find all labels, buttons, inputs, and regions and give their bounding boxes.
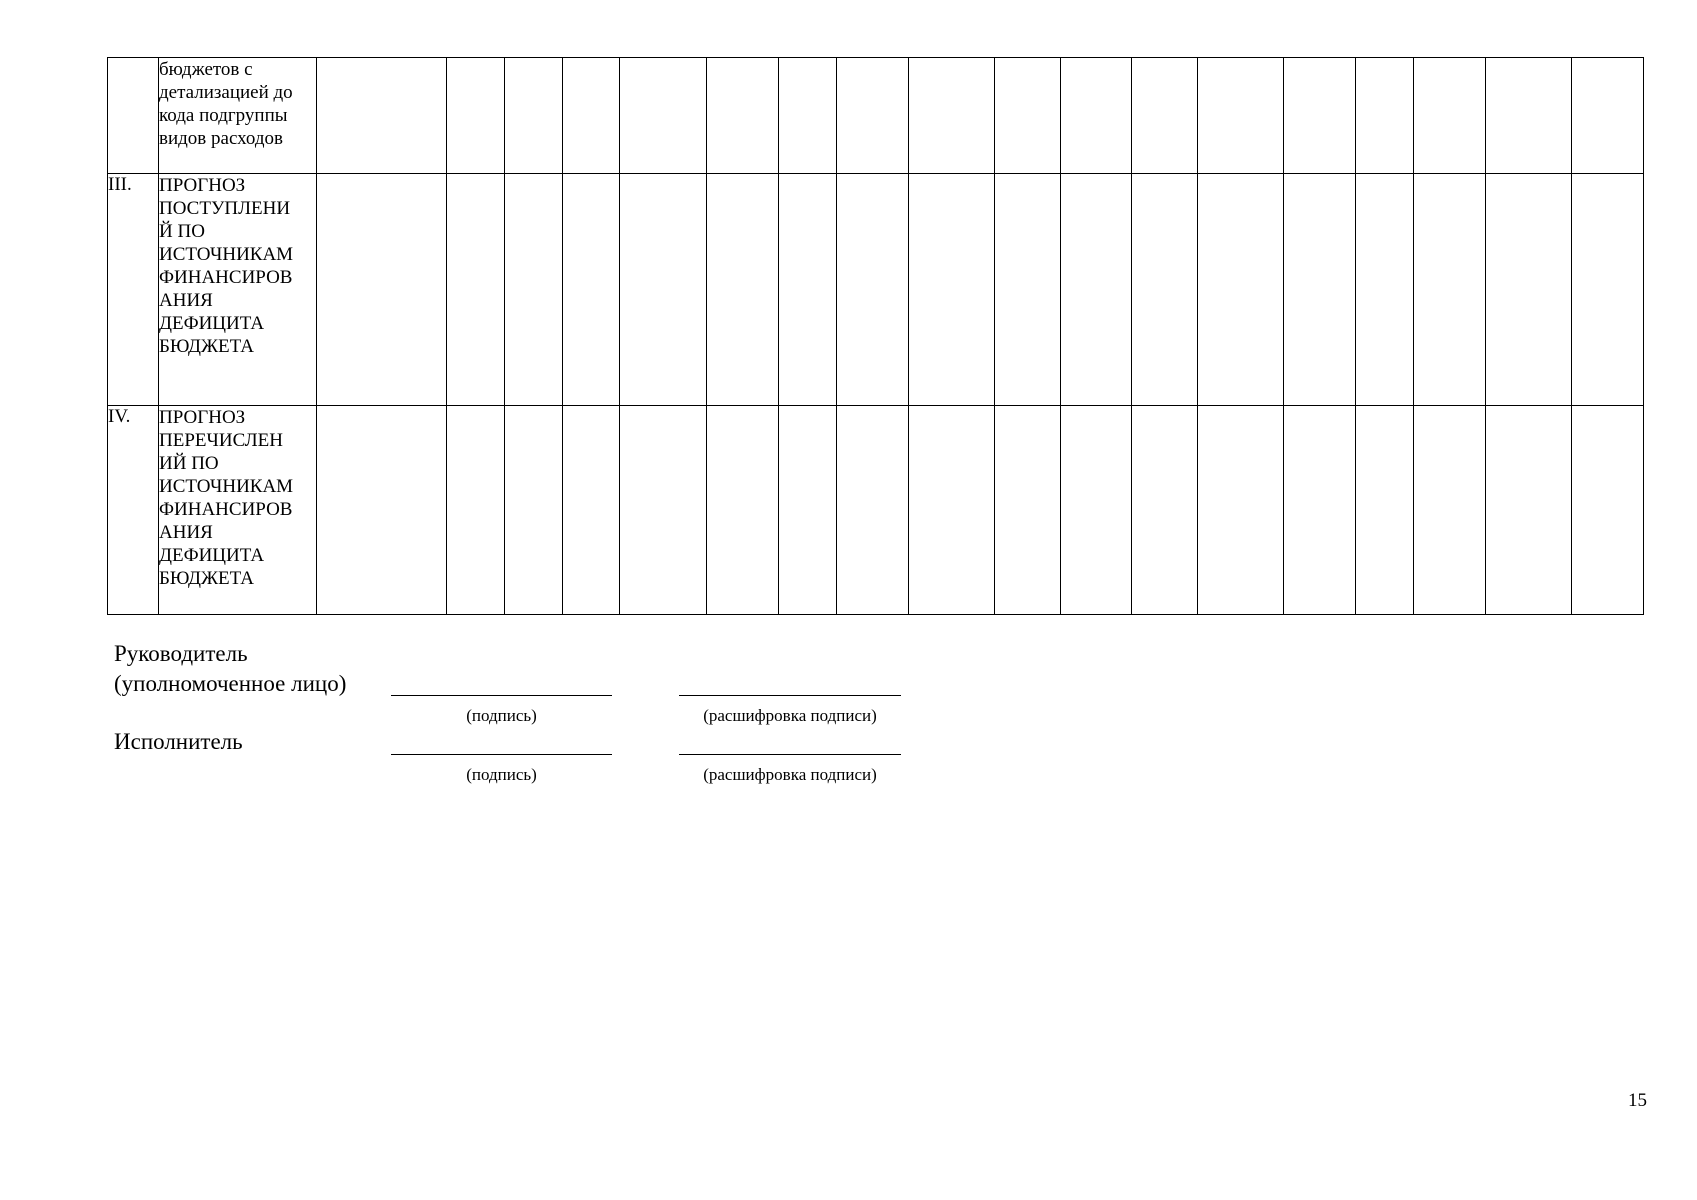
- empty-value-cell: [779, 58, 837, 174]
- empty-value-cell: [1414, 174, 1486, 406]
- empty-value-cell: [995, 58, 1061, 174]
- row-name-line: АНИЯ: [159, 290, 213, 311]
- empty-value-cell: [837, 58, 909, 174]
- table-row: [108, 58, 1644, 174]
- empty-value-cell: [909, 174, 995, 406]
- row-name-line: ПРОГНОЗ: [159, 407, 246, 428]
- row-number-cell: III.: [108, 174, 159, 406]
- row-name-cell: [159, 406, 317, 615]
- row-number-cell: [108, 58, 159, 174]
- empty-value-cell: [317, 174, 447, 406]
- empty-value-cell: [620, 174, 707, 406]
- empty-value-cell: [779, 174, 837, 406]
- empty-value-cell: [1356, 406, 1414, 615]
- empty-value-cell: [1198, 406, 1284, 615]
- empty-value-cell: [707, 174, 779, 406]
- row-name-line: ФИНАНСИРОВ: [159, 499, 293, 520]
- executor-decode-caption: (расшифровка подписи): [703, 765, 877, 784]
- row-name-line: БЮДЖЕТА: [159, 336, 254, 357]
- row-name-line: АНИЯ: [159, 522, 213, 543]
- table-row: [108, 174, 1644, 406]
- row-name-line: ПОСТУПЛЕНИ: [159, 198, 291, 219]
- row-name-line: ДЕФИЦИТА: [159, 545, 265, 566]
- empty-value-cell: [837, 406, 909, 615]
- row-name-cell: [159, 58, 317, 174]
- row-name-cell: [159, 174, 317, 406]
- empty-value-cell: [447, 58, 505, 174]
- empty-value-cell: [1284, 58, 1356, 174]
- empty-value-cell: [1486, 406, 1572, 615]
- row-name-line: ПРОГНОЗ: [159, 175, 246, 196]
- empty-value-cell: [447, 174, 505, 406]
- row-number-cell: IV.: [108, 406, 159, 615]
- empty-value-cell: [1356, 58, 1414, 174]
- empty-value-cell: [707, 406, 779, 615]
- empty-value-cell: [1572, 174, 1644, 406]
- empty-value-cell: [995, 406, 1061, 615]
- row-name-line: БЮДЖЕТА: [159, 568, 254, 589]
- empty-value-cell: [505, 174, 563, 406]
- empty-value-cell: [505, 58, 563, 174]
- page-number: 15: [1628, 1090, 1647, 1111]
- empty-value-cell: [707, 58, 779, 174]
- row-name-line: ИСТОЧНИКАМ: [159, 244, 294, 265]
- empty-value-cell: [909, 58, 995, 174]
- head-signature-caption: (подпись): [466, 706, 537, 725]
- executor-decode-line: [679, 754, 901, 755]
- empty-value-cell: [1414, 58, 1486, 174]
- head-label-line1: Руководитель: [114, 641, 248, 666]
- empty-value-cell: [1356, 174, 1414, 406]
- empty-value-cell: [1061, 174, 1132, 406]
- empty-value-cell: [909, 406, 995, 615]
- empty-value-cell: [620, 406, 707, 615]
- empty-value-cell: [620, 58, 707, 174]
- empty-value-cell: [563, 174, 620, 406]
- empty-value-cell: [1061, 58, 1132, 174]
- empty-value-cell: [1572, 406, 1644, 615]
- row-name-line: бюджетов с: [159, 59, 253, 80]
- head-label-line2: (уполномоченное лицо): [114, 671, 347, 696]
- budget-forecast-table: [107, 57, 1644, 615]
- head-signature-line: [391, 695, 612, 696]
- empty-value-cell: [563, 406, 620, 615]
- row-name-line: детализацией до: [159, 82, 293, 103]
- empty-value-cell: [837, 174, 909, 406]
- empty-value-cell: [1414, 406, 1486, 615]
- empty-value-cell: [505, 406, 563, 615]
- empty-value-cell: [1486, 58, 1572, 174]
- executor-label: Исполнитель: [114, 729, 243, 754]
- row-name-line: ИСТОЧНИКАМ: [159, 476, 294, 497]
- empty-value-cell: [1198, 174, 1284, 406]
- empty-value-cell: [1132, 174, 1198, 406]
- row-name-line: ДЕФИЦИТА: [159, 313, 265, 334]
- empty-value-cell: [1284, 406, 1356, 615]
- row-name-line: видов расходов: [159, 128, 284, 149]
- executor-signature-line: [391, 754, 612, 755]
- empty-value-cell: [1486, 174, 1572, 406]
- row-name-line: ФИНАНСИРОВ: [159, 267, 293, 288]
- table-row: [108, 406, 1644, 615]
- empty-value-cell: [317, 58, 447, 174]
- head-decode-caption: (расшифровка подписи): [703, 706, 877, 725]
- empty-value-cell: [447, 406, 505, 615]
- empty-value-cell: [1284, 174, 1356, 406]
- empty-value-cell: [1132, 58, 1198, 174]
- empty-value-cell: [1061, 406, 1132, 615]
- row-name-line: кода подгруппы: [159, 105, 288, 126]
- empty-value-cell: [563, 58, 620, 174]
- row-name-line: ИЙ ПО: [159, 453, 219, 474]
- empty-value-cell: [1132, 406, 1198, 615]
- row-name-line: ПЕРЕЧИСЛЕН: [159, 430, 283, 451]
- empty-value-cell: [317, 406, 447, 615]
- executor-signature-caption: (подпись): [466, 765, 537, 784]
- empty-value-cell: [779, 406, 837, 615]
- row-name-line: Й ПО: [159, 221, 205, 242]
- head-decode-line: [679, 695, 901, 696]
- empty-value-cell: [1572, 58, 1644, 174]
- empty-value-cell: [1198, 58, 1284, 174]
- empty-value-cell: [995, 174, 1061, 406]
